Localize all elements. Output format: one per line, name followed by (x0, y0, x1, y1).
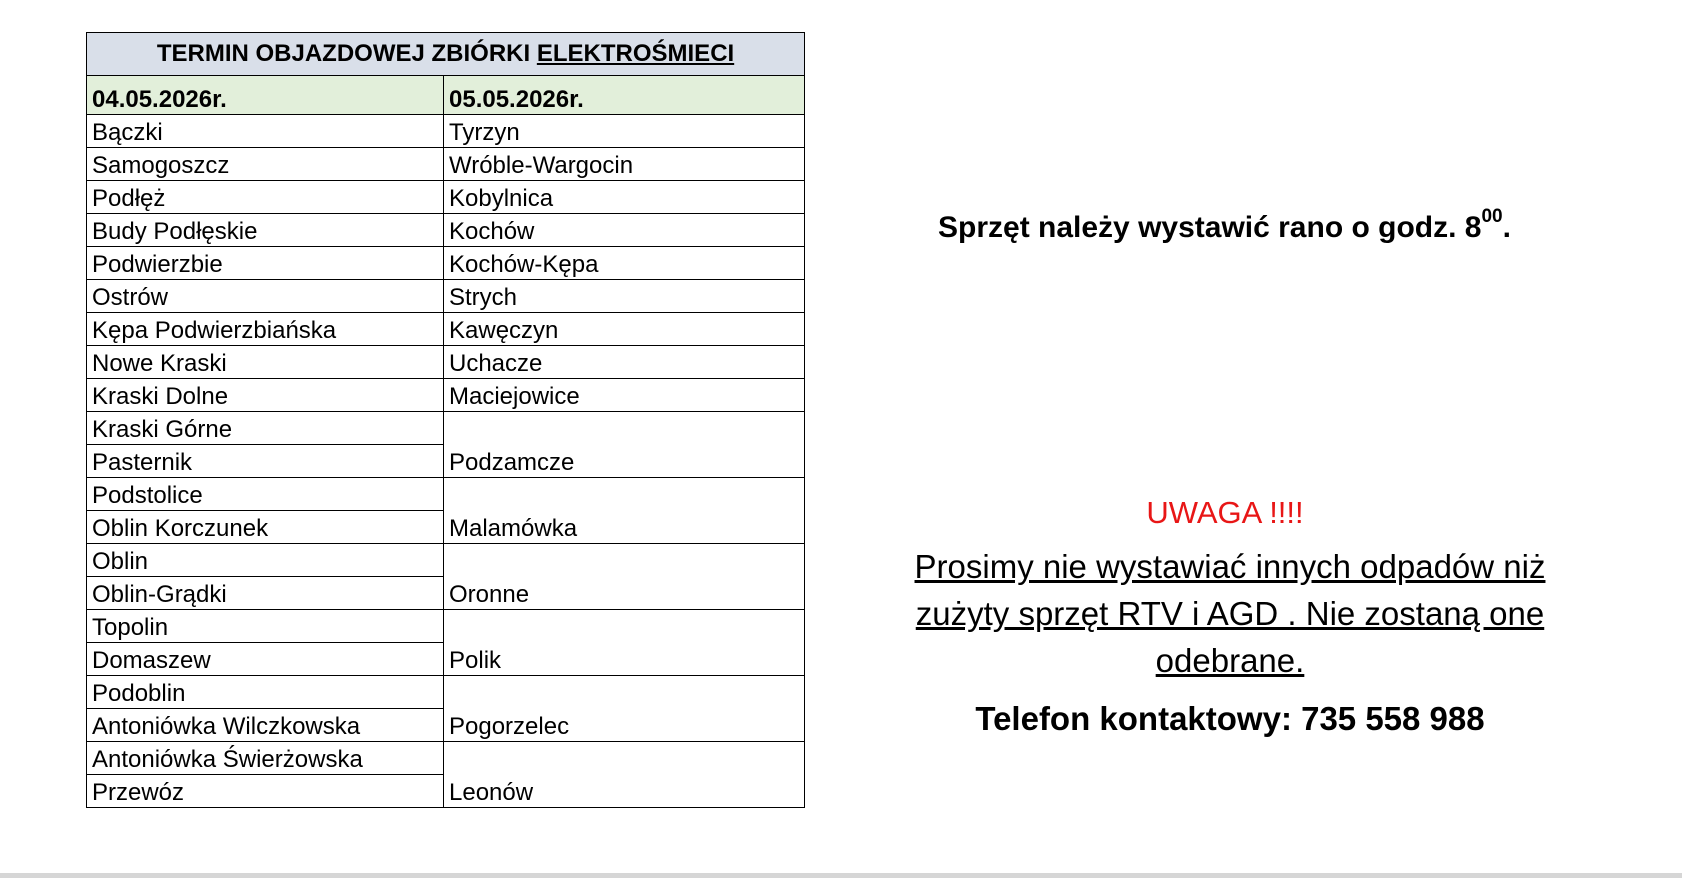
contact-phone: Telefon kontaktowy: 735 558 988 (975, 700, 1485, 737)
page-bottom-edge (0, 873, 1682, 878)
table-row (87, 379, 805, 412)
locality-day2: Kochów-Kępa (444, 247, 805, 280)
warning-text: Prosimy nie wystawiać innych odpadów niż zużyty sprzęt RTV i AGD . Nie zostaną one odebrane. (914, 548, 1546, 679)
locality-day2: Malamówka (444, 478, 805, 544)
table-row (87, 478, 805, 511)
locality-day1: Podłęż (87, 181, 444, 214)
locality-day1: Antoniówka Wilczkowska (87, 709, 444, 742)
table-title-prefix: TERMIN OBJAZDOWEJ ZBIÓRKI (156, 40, 531, 67)
time-notice-end: . (1502, 211, 1511, 244)
table-row (87, 544, 805, 577)
locality-day2: Polik (444, 610, 805, 676)
locality-day2: Kobylnica (444, 181, 805, 214)
locality-day1: Bączki (87, 115, 444, 148)
locality-day1: Podwierzbie (87, 247, 444, 280)
locality-day1: Oblin-Grądki (87, 577, 444, 610)
table-title (87, 33, 805, 76)
table-row (87, 280, 805, 313)
locality-day2: Uchacze (444, 346, 805, 379)
locality-day2: Leonów (444, 742, 805, 808)
locality-day1: Kraski Dolne (87, 379, 444, 412)
warning-title: UWAGA !!!! (1146, 495, 1304, 530)
time-notice-text: Sprzęt należy wystawić rano o godz. 8 (938, 211, 1482, 244)
locality-day1: Topolin (87, 610, 444, 643)
table-row (87, 676, 805, 709)
locality-day2: Maciejowice (444, 379, 805, 412)
locality-day2: Pogorzelec (444, 676, 805, 742)
locality-day1: Pasternik (87, 445, 444, 478)
locality-day1: Samogoszcz (87, 148, 444, 181)
locality-day1: Podstolice (87, 478, 444, 511)
locality-day2: Oronne (444, 544, 805, 610)
locality-day1: Antoniówka Świerżowska (87, 742, 444, 775)
locality-day2: Strych (444, 280, 805, 313)
locality-day1: Podoblin (87, 676, 444, 709)
locality-day1: Oblin Korczunek (87, 511, 444, 544)
locality-day2: Podzamcze (444, 412, 805, 478)
table-title-underlined: ELEKTROŚMIECI (536, 40, 735, 67)
table-row (87, 214, 805, 247)
equipment-time-notice (938, 206, 1511, 245)
date-header-1: 04.05.2026r. (87, 76, 444, 115)
table-row (87, 610, 805, 643)
time-notice-minutes: 00 (1481, 206, 1503, 227)
locality-day1: Domaszew (87, 643, 444, 676)
locality-day1: Ostrów (87, 280, 444, 313)
collection-schedule-table (86, 32, 805, 808)
table-row (87, 181, 805, 214)
locality-day1: Budy Podłęskie (87, 214, 444, 247)
locality-day2: Wróble-Wargocin (444, 148, 805, 181)
locality-day2: Kawęczyn (444, 313, 805, 346)
table-row (87, 148, 805, 181)
locality-day1: Kraski Górne (87, 412, 444, 445)
locality-day1: Przewóz (87, 775, 444, 808)
table-row (87, 412, 805, 445)
locality-day1: Oblin (87, 544, 444, 577)
date-header-2: 05.05.2026r. (444, 76, 805, 115)
locality-day1: Nowe Kraski (87, 346, 444, 379)
locality-day2: Tyrzyn (444, 115, 805, 148)
table-row (87, 247, 805, 280)
locality-day2: Kochów (444, 214, 805, 247)
table-row (87, 115, 805, 148)
locality-day1: Kępa Podwierzbiańska (87, 313, 444, 346)
table-row (87, 742, 805, 775)
table-row (87, 346, 805, 379)
table-row (87, 313, 805, 346)
